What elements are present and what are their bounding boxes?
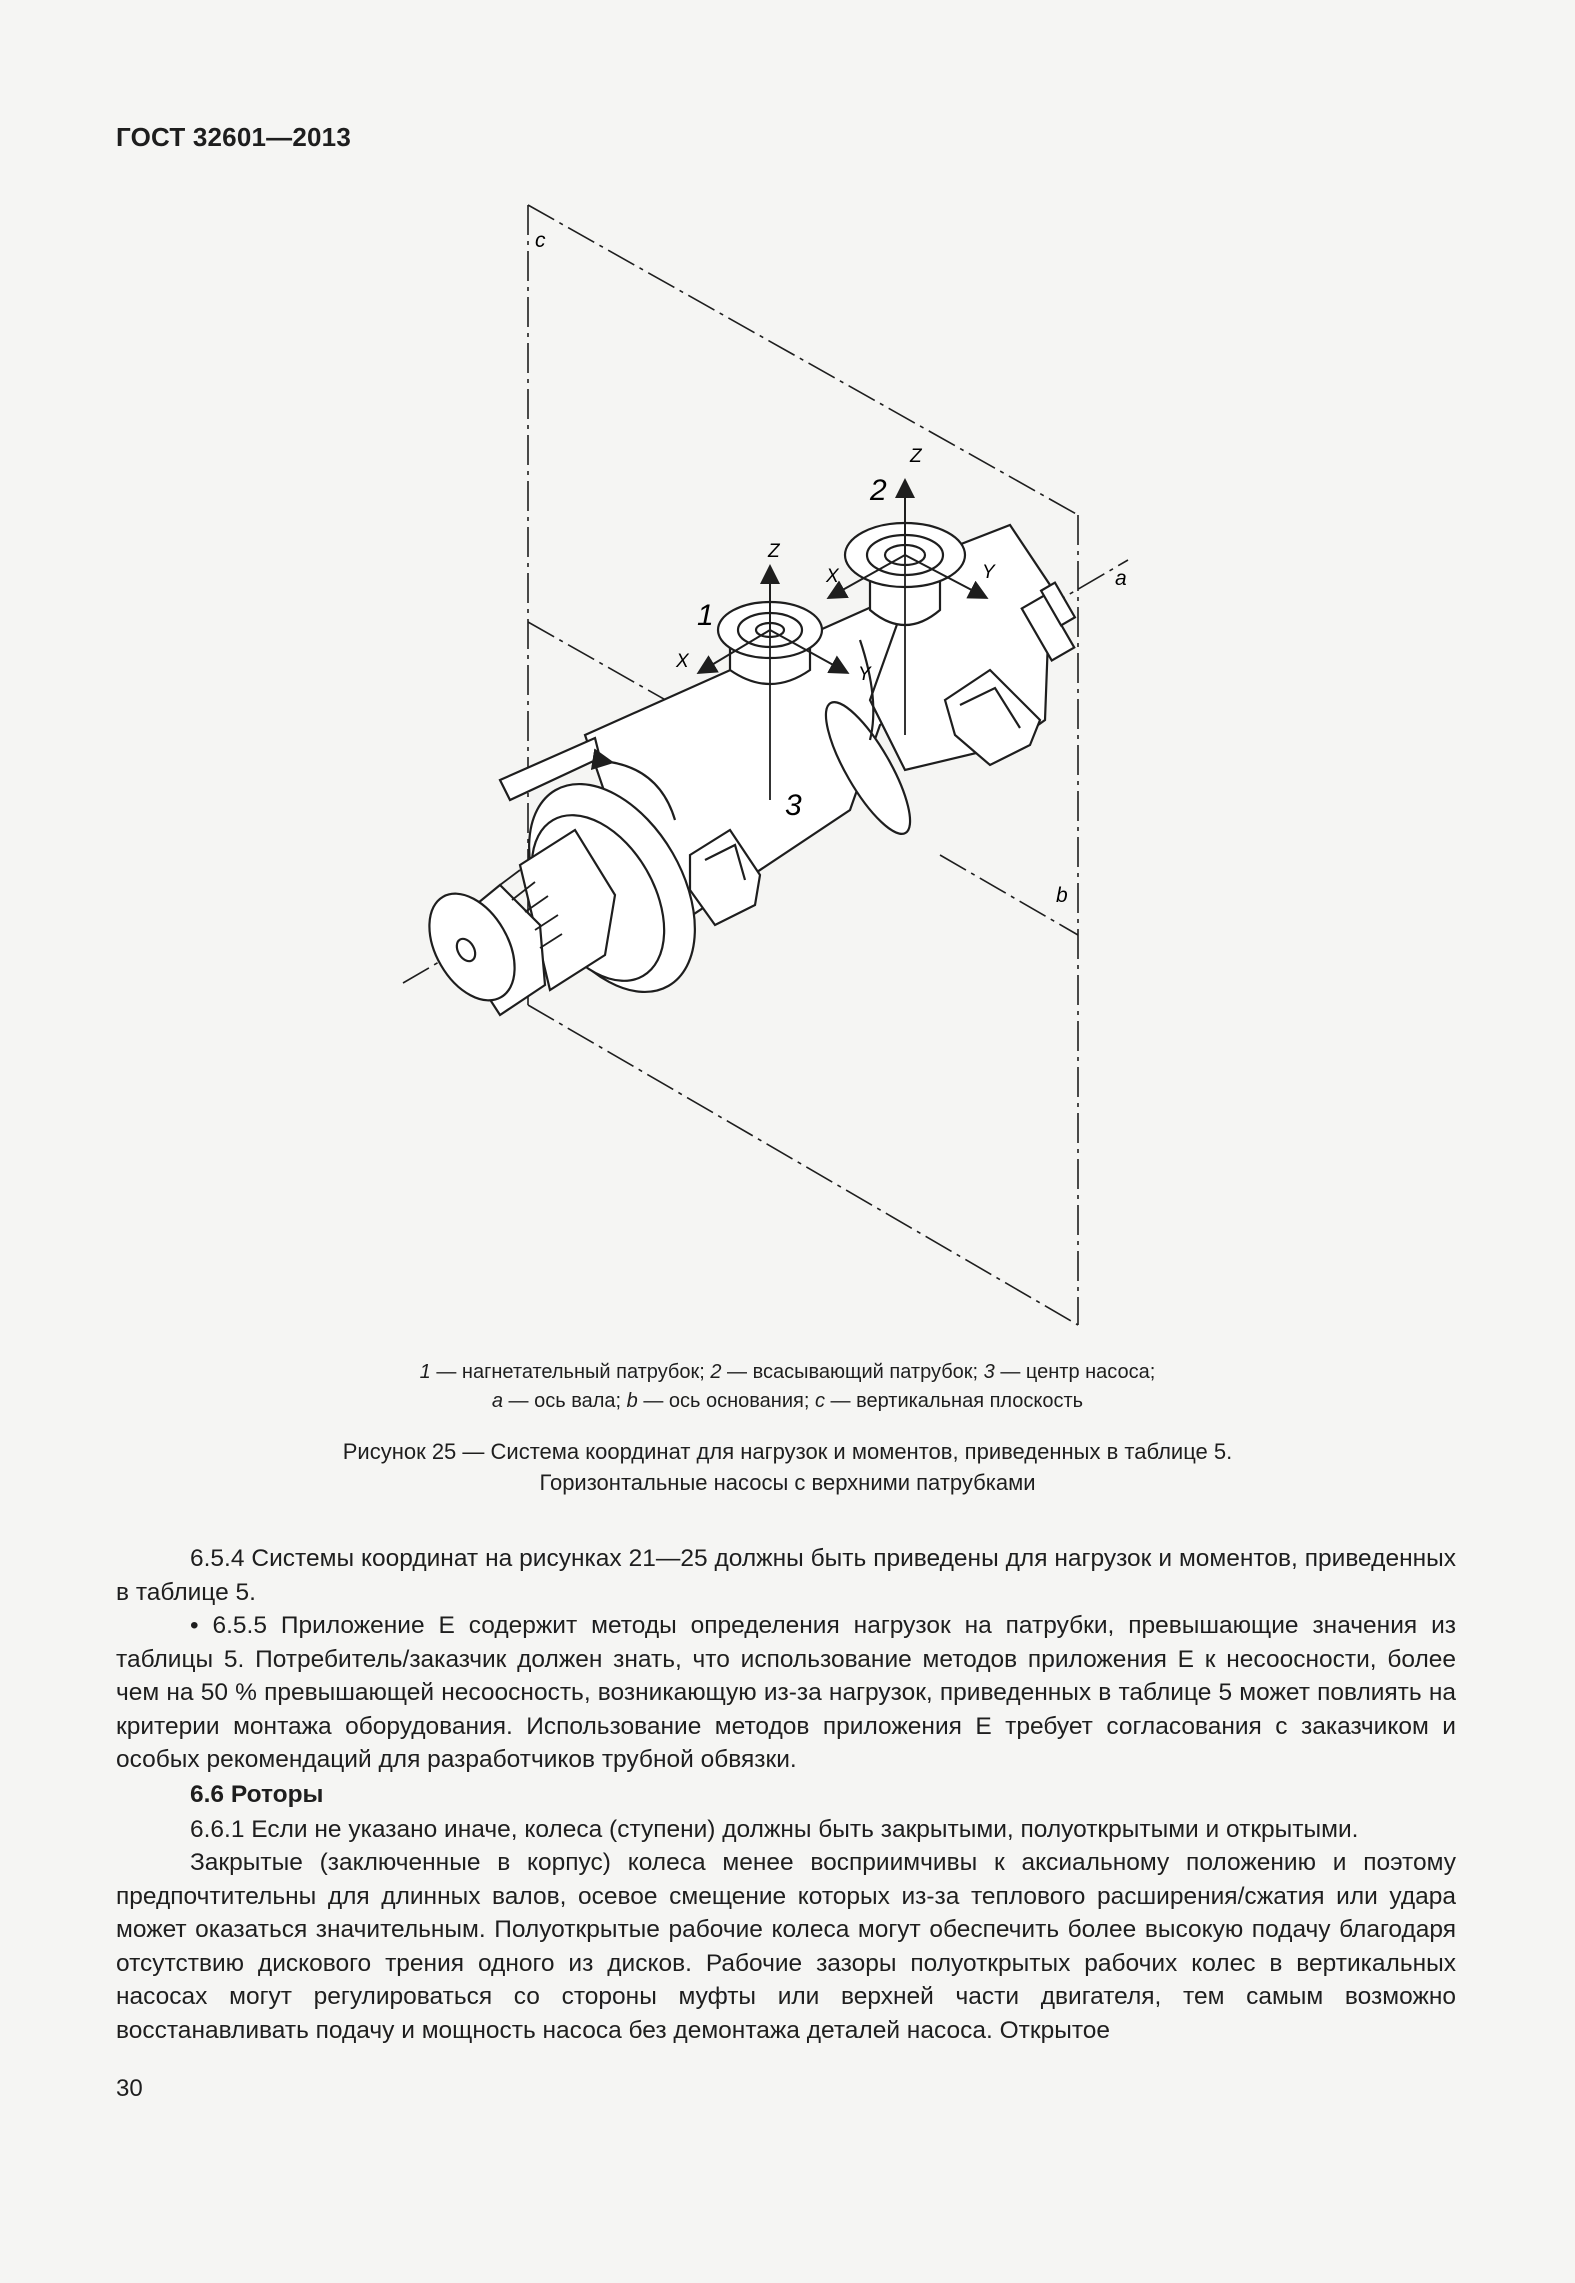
axis-x1-label: X [676,651,689,672]
nozzle-2-label: 2 [870,474,887,507]
document-header: ГОСТ 32601—2013 [116,122,351,152]
base-axis-label: b [1056,884,1068,907]
paragraph-closed-impellers: Закрытые (заключенные в корпус) колеса менее восприимчивы к аксиальному положению и поэтому предпочтительны для длинных валов, осевое смещение которых из-за теплового расширения/сжатия или удара может оказаться значительным. Полуоткрытые рабочие колеса могут обеспечить более высокую подачу благодаря отсутствию дискового трения одного из дисков. Рабочие зазоры полуоткрытых рабочих колес в вертикальных насосах могут регулироваться со стороны муфты или верхней части двигателя, тем самым возможно восстанавливать подачу и мощность насоса без демонтажа деталей насоса. Открытое [116,1849,1456,2044]
section-heading-6-6: 6.6 Роторы [190,1780,324,1808]
axis-z1-label: Z [768,541,780,562]
shaft-axis-label: a [1115,567,1127,590]
figure-caption [200,1436,1375,1498]
legend-line-1: 1 — нагнетательный патрубок; 2 — всасывающий патрубок; 3 — центр насоса; [419,1361,1156,1383]
paragraph-6-6-1: 6.6.1 Если не указано иначе, колеса (ступени) должны быть закрытыми, полуоткрытыми и открытыми. [190,1815,1359,1843]
axis-z2-label: Z [910,446,922,467]
axis-y1-label: Y [858,664,871,685]
caption-line-1: Рисунок 25 — Система координат для нагрузок и моментов, приведенных в таблице 5. [342,1439,1233,1464]
axis-x2-label: X [826,566,839,587]
paragraph-6-5-4: 6.5.4 Системы координат на рисунках 21—25 должны быть приведены для нагрузок и моментов, приведенных в таблице 5. [116,1545,1456,1606]
body-text [116,1542,1456,2047]
pump-coordinate-figure [390,195,1127,1345]
axis-y2-label: Y [982,562,995,583]
paragraph-6-5-5: • 6.5.5 Приложение Е содержит методы определения нагрузок на патрубки, превышающие значения из таблицы 5. Потребитель/заказчик должен знать, что использование методов приложения Е к несоосности, более чем на 50 % превышающей несоосность, возникающую из-за нагрузок, приведенных в таблице 5 может повлиять на критерии монтажа оборудования. Использование методов приложения Е требует согласования с заказчиком и особых рекомендаций для разработчиков трубной обвязки. [116,1612,1456,1773]
legend-line-2: a — ось вала; b — ось основания; c — вертикальная плоскость [491,1390,1084,1412]
page-number: 30 [116,2075,143,2102]
plane-label: c [535,229,546,252]
caption-line-2: Горизонтальные насосы с верхними патрубками [539,1470,1036,1495]
nozzle-1-label: 1 [697,599,714,632]
pump-center-label: 3 [785,789,802,822]
pump-body [412,523,1075,1021]
figure-legend [200,1358,1375,1416]
